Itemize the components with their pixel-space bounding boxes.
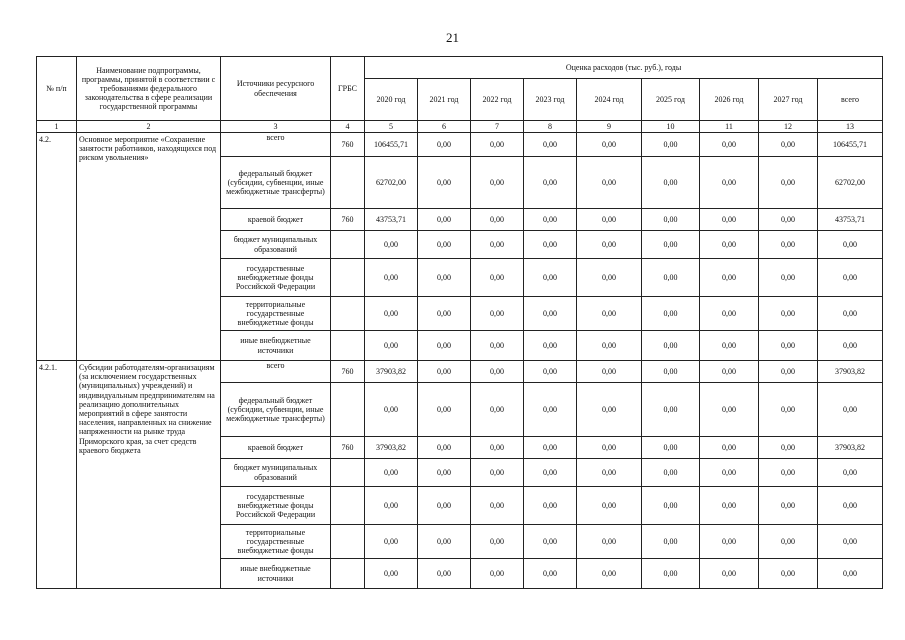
row-source: всего	[221, 133, 331, 157]
header-no: № п/п	[37, 57, 77, 121]
index-cell: 3	[221, 121, 331, 133]
header-year: 2020 год	[365, 79, 418, 121]
value-cell: 0,00	[818, 487, 883, 525]
page-number: 21	[446, 30, 459, 45]
value-cell: 0,00	[700, 437, 759, 459]
value-cell: 0,00	[471, 297, 524, 331]
row-grbs: 760	[331, 209, 365, 231]
value-cell: 0,00	[524, 437, 577, 459]
value-cell: 0,00	[700, 209, 759, 231]
value-cell: 0,00	[759, 459, 818, 487]
value-cell: 0,00	[365, 487, 418, 525]
value-cell: 0,00	[759, 231, 818, 259]
header-year: 2026 год	[700, 79, 759, 121]
value-cell: 0,00	[642, 297, 700, 331]
value-cell: 0,00	[642, 487, 700, 525]
value-cell: 0,00	[577, 209, 642, 231]
row-grbs	[331, 331, 365, 361]
value-cell: 0,00	[524, 525, 577, 559]
value-cell: 0,00	[700, 331, 759, 361]
value-cell: 0,00	[642, 525, 700, 559]
value-cell: 0,00	[418, 133, 471, 157]
row-grbs	[331, 231, 365, 259]
value-cell: 0,00	[365, 297, 418, 331]
value-cell: 0,00	[642, 231, 700, 259]
value-cell: 0,00	[577, 331, 642, 361]
value-cell: 0,00	[759, 157, 818, 209]
value-cell: 0,00	[642, 331, 700, 361]
row-grbs	[331, 383, 365, 437]
index-cell: 5	[365, 121, 418, 133]
value-cell: 0,00	[577, 487, 642, 525]
value-cell: 0,00	[759, 361, 818, 383]
value-cell: 0,00	[759, 383, 818, 437]
row-source: территориальные государственные внебюджетные фонды	[221, 297, 331, 331]
value-cell: 0,00	[418, 525, 471, 559]
row-grbs	[331, 157, 365, 209]
index-cell: 4	[331, 121, 365, 133]
value-cell: 0,00	[524, 459, 577, 487]
header-source: Источники ресурсного обеспечения	[221, 57, 331, 121]
value-cell: 37903,82	[818, 361, 883, 383]
value-cell: 0,00	[524, 361, 577, 383]
value-cell: 0,00	[418, 157, 471, 209]
header-name: Наименование подпрограммы, программы, принятой в соответствии с требованиями федерального законодательства в сфере реализации государственной программы	[77, 57, 221, 121]
value-cell: 0,00	[418, 559, 471, 589]
value-cell: 0,00	[524, 383, 577, 437]
value-cell: 0,00	[418, 459, 471, 487]
header-year: 2023 год	[524, 79, 577, 121]
value-cell: 0,00	[471, 361, 524, 383]
value-cell: 0,00	[471, 133, 524, 157]
value-cell: 0,00	[700, 297, 759, 331]
value-cell: 0,00	[365, 231, 418, 259]
value-cell: 0,00	[365, 525, 418, 559]
value-cell: 0,00	[700, 157, 759, 209]
index-cell: 7	[471, 121, 524, 133]
index-row	[37, 121, 883, 133]
value-cell: 0,00	[759, 525, 818, 559]
value-cell: 0,00	[700, 459, 759, 487]
value-cell: 0,00	[471, 525, 524, 559]
value-cell: 0,00	[577, 459, 642, 487]
value-cell: 0,00	[471, 231, 524, 259]
value-cell: 0,00	[418, 297, 471, 331]
row-source: территориальные государственные внебюджетные фонды	[221, 525, 331, 559]
value-cell: 0,00	[577, 525, 642, 559]
value-cell: 0,00	[418, 209, 471, 231]
value-cell: 43753,71	[818, 209, 883, 231]
value-cell: 62702,00	[365, 157, 418, 209]
value-cell: 0,00	[418, 231, 471, 259]
row-grbs: 760	[331, 437, 365, 459]
value-cell: 106455,71	[365, 133, 418, 157]
value-cell: 0,00	[577, 559, 642, 589]
value-cell: 0,00	[642, 259, 700, 297]
value-cell: 0,00	[524, 209, 577, 231]
value-cell: 0,00	[577, 157, 642, 209]
header-year: 2027 год	[759, 79, 818, 121]
value-cell: 0,00	[577, 297, 642, 331]
value-cell: 0,00	[818, 297, 883, 331]
row-name: Субсидии работодателям-организациям (за исключением государственных (муниципальных) учреждений) и индивидуальным предпринимателям на реализацию дополнительных мероприятий в сфере занятости населения, направленных на снижение напряженности на рынке труда Приморского края, за счет средств краевого бюджета	[77, 361, 221, 589]
value-cell: 0,00	[818, 259, 883, 297]
value-cell: 0,00	[524, 133, 577, 157]
header-year: 2022 год	[471, 79, 524, 121]
row-source: бюджет муниципальных образований	[221, 459, 331, 487]
index-cell: 9	[577, 121, 642, 133]
header-year: всего	[818, 79, 883, 121]
value-cell: 0,00	[700, 259, 759, 297]
row-grbs	[331, 525, 365, 559]
value-cell: 0,00	[577, 383, 642, 437]
value-cell: 0,00	[524, 297, 577, 331]
header-year: 2024 год	[577, 79, 642, 121]
value-cell: 0,00	[818, 331, 883, 361]
value-cell: 0,00	[471, 437, 524, 459]
value-cell: 0,00	[418, 487, 471, 525]
value-cell: 0,00	[700, 559, 759, 589]
row-source: федеральный бюджет (субсидии, субвенции, иные межбюджетные трансферты)	[221, 157, 331, 209]
value-cell: 0,00	[418, 331, 471, 361]
index-cell: 11	[700, 121, 759, 133]
value-cell: 0,00	[471, 259, 524, 297]
value-cell: 0,00	[700, 133, 759, 157]
value-cell: 0,00	[524, 331, 577, 361]
value-cell: 0,00	[365, 559, 418, 589]
row-source: всего	[221, 361, 331, 383]
row-grbs	[331, 297, 365, 331]
header-estimate: Оценка расходов (тыс. руб.), годы	[365, 57, 883, 79]
value-cell: 0,00	[365, 383, 418, 437]
table-body	[37, 133, 883, 589]
value-cell: 0,00	[818, 559, 883, 589]
row-source: государственные внебюджетные фонды Российской Федерации	[221, 259, 331, 297]
row-grbs	[331, 259, 365, 297]
value-cell: 0,00	[418, 259, 471, 297]
value-cell: 0,00	[759, 133, 818, 157]
value-cell: 0,00	[471, 559, 524, 589]
value-cell: 0,00	[577, 133, 642, 157]
value-cell: 0,00	[365, 331, 418, 361]
row-source: федеральный бюджет (субсидии, субвенции, иные межбюджетные трансферты)	[221, 383, 331, 437]
value-cell: 0,00	[524, 559, 577, 589]
row-source: бюджет муниципальных образований	[221, 231, 331, 259]
value-cell: 0,00	[365, 459, 418, 487]
header-grbs: ГРБС	[331, 57, 365, 121]
row-grbs	[331, 559, 365, 589]
value-cell: 0,00	[642, 437, 700, 459]
row-grbs	[331, 459, 365, 487]
value-cell: 0,00	[818, 525, 883, 559]
row-source: краевой бюджет	[221, 437, 331, 459]
value-cell: 0,00	[418, 383, 471, 437]
value-cell: 0,00	[642, 209, 700, 231]
value-cell: 0,00	[524, 157, 577, 209]
value-cell: 0,00	[759, 259, 818, 297]
value-cell: 0,00	[759, 331, 818, 361]
value-cell: 0,00	[471, 157, 524, 209]
row-grbs: 760	[331, 133, 365, 157]
value-cell: 43753,71	[365, 209, 418, 231]
value-cell: 0,00	[524, 231, 577, 259]
table-header	[37, 57, 883, 133]
value-cell: 0,00	[818, 459, 883, 487]
index-cell: 13	[818, 121, 883, 133]
value-cell: 37903,82	[365, 437, 418, 459]
value-cell: 37903,82	[365, 361, 418, 383]
index-cell: 6	[418, 121, 471, 133]
value-cell: 0,00	[642, 157, 700, 209]
row-source: государственные внебюджетные фонды Российской Федерации	[221, 487, 331, 525]
value-cell: 0,00	[577, 437, 642, 459]
value-cell: 0,00	[418, 437, 471, 459]
value-cell: 0,00	[642, 361, 700, 383]
budget-table	[36, 56, 883, 589]
value-cell: 0,00	[700, 487, 759, 525]
table-row	[37, 361, 883, 383]
value-cell: 0,00	[524, 487, 577, 525]
value-cell: 0,00	[471, 487, 524, 525]
value-cell: 0,00	[577, 231, 642, 259]
index-cell: 1	[37, 121, 77, 133]
value-cell: 0,00	[365, 259, 418, 297]
row-name: Основное мероприятие «Сохранение занятости работников, находящихся под риском увольнения»	[77, 133, 221, 361]
value-cell: 0,00	[818, 383, 883, 437]
value-cell: 0,00	[471, 209, 524, 231]
row-source: краевой бюджет	[221, 209, 331, 231]
table-row	[37, 133, 883, 157]
index-cell: 2	[77, 121, 221, 133]
row-source: иные внебюджетные источники	[221, 559, 331, 589]
row-grbs	[331, 487, 365, 525]
value-cell: 106455,71	[818, 133, 883, 157]
row-code: 4.2.	[37, 133, 77, 361]
value-cell: 0,00	[700, 383, 759, 437]
value-cell: 0,00	[700, 231, 759, 259]
value-cell: 0,00	[700, 361, 759, 383]
value-cell: 0,00	[471, 383, 524, 437]
row-code: 4.2.1.	[37, 361, 77, 589]
value-cell: 37903,82	[818, 437, 883, 459]
value-cell: 0,00	[471, 459, 524, 487]
index-cell: 12	[759, 121, 818, 133]
index-cell: 10	[642, 121, 700, 133]
value-cell: 0,00	[642, 383, 700, 437]
value-cell: 0,00	[700, 525, 759, 559]
value-cell: 0,00	[418, 361, 471, 383]
row-grbs: 760	[331, 361, 365, 383]
value-cell: 0,00	[471, 331, 524, 361]
header-year: 2025 год	[642, 79, 700, 121]
value-cell: 0,00	[759, 437, 818, 459]
value-cell: 0,00	[642, 133, 700, 157]
value-cell: 0,00	[577, 259, 642, 297]
value-cell: 62702,00	[818, 157, 883, 209]
value-cell: 0,00	[759, 487, 818, 525]
value-cell: 0,00	[577, 361, 642, 383]
index-cell: 8	[524, 121, 577, 133]
value-cell: 0,00	[759, 209, 818, 231]
value-cell: 0,00	[524, 259, 577, 297]
value-cell: 0,00	[642, 559, 700, 589]
value-cell: 0,00	[759, 297, 818, 331]
row-source: иные внебюджетные источники	[221, 331, 331, 361]
header-year: 2021 год	[418, 79, 471, 121]
value-cell: 0,00	[818, 231, 883, 259]
value-cell: 0,00	[642, 459, 700, 487]
value-cell: 0,00	[759, 559, 818, 589]
